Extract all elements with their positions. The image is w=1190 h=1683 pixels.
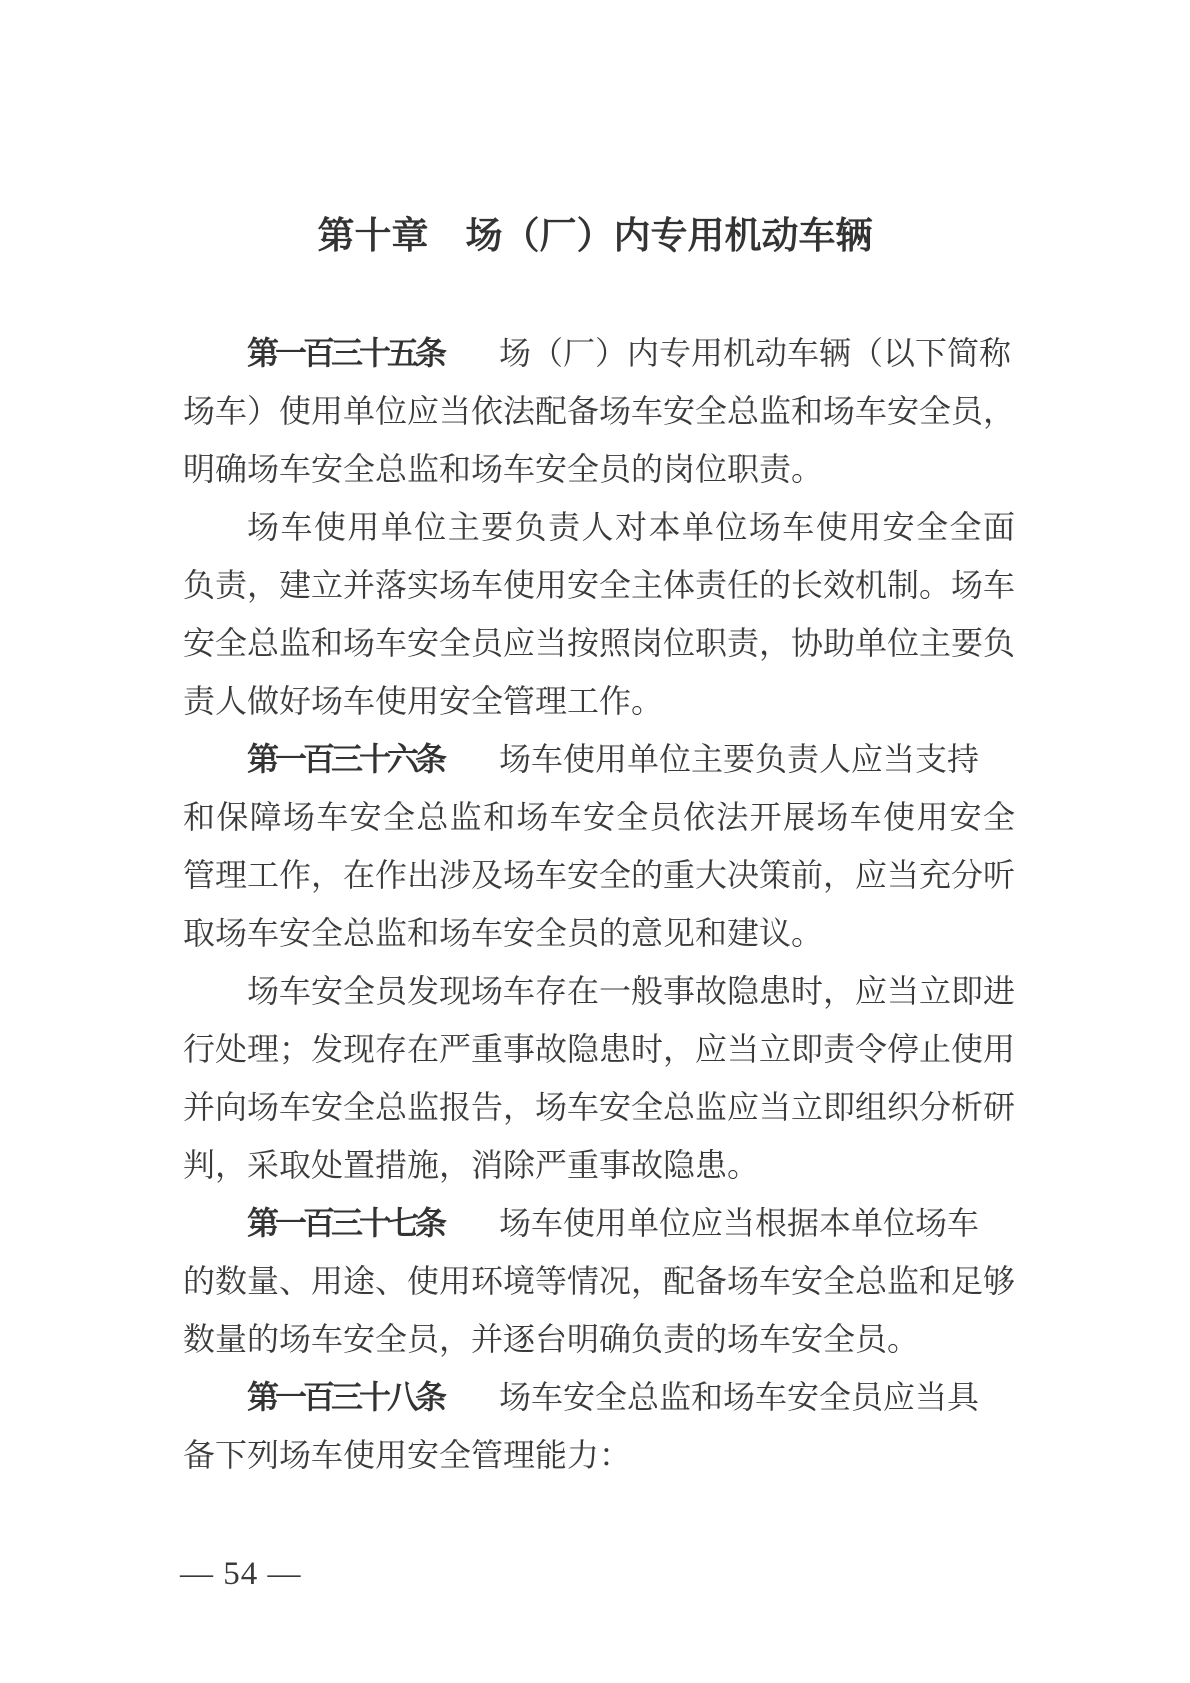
line-text: 和保障场车安全总监和场车安全员依法开展场车使用安全 [183,799,1015,835]
text-line [183,1310,1015,1368]
text-line [183,382,1015,440]
page-number: — 54 — [180,1556,302,1592]
text-line [183,1426,1015,1484]
text-line [183,440,1015,498]
chapter-title: 第十章 场（厂）内专用机动车辆 [317,215,873,256]
line-text: 取场车安全总监和场车安全员的意见和建议。 [183,915,824,951]
line-text: 场车安全员发现场车存在一般事故隐患时，应当立即进 [247,973,1016,1009]
line-text: 的数量、用途、使用环境等情况，配备场车安全总监和足够 [183,1263,1016,1299]
line-text: 责人做好场车使用安全管理工作。 [183,683,664,719]
line-text: 负责，建立并落实场车使用安全主体责任的长效机制。场车 [183,567,1016,603]
text-line [183,614,1015,672]
article-number: 第一百三十八条 [247,1379,444,1415]
article-3 [183,730,1015,962]
line-text: 场车使用单位主要负责人应当支持 [499,741,980,777]
line-text: 数量的场车安全员，并逐台明确负责的场车安全员。 [183,1321,920,1357]
line-text: 判，采取处置措施，消除严重事故隐患。 [183,1147,760,1183]
document-body [183,324,1015,1484]
text-line [183,1078,1015,1136]
line-text: 管理工作，在作出涉及场车安全的重大决策前，应当充分听 [183,857,1016,893]
line-text: 场（厂）内专用机动车辆（以下简称 [499,335,1012,371]
text-line [183,962,1015,1020]
article-6 [183,1368,1015,1484]
article-number: 第一百三十六条 [247,741,444,777]
text-line [183,498,1015,556]
article-number: 第一百三十七条 [247,1205,444,1241]
text-line [183,846,1015,904]
text-line [183,1368,1015,1426]
text-line [183,1194,1015,1252]
article-1 [183,324,1015,498]
article-5 [183,1194,1015,1368]
article-4 [183,962,1015,1194]
line-text: 备下列场车使用安全管理能力： [183,1437,632,1473]
line-text: 明确场车安全总监和场车安全员的岗位职责。 [183,451,824,487]
line-text: 行处理；发现存在严重事故隐患时，应当立即责令停止使用 [183,1031,1016,1067]
text-line [183,556,1015,614]
text-line [183,904,1015,962]
text-line [183,324,1015,382]
text-line [183,788,1015,846]
text-line [183,730,1015,788]
article-number: 第一百三十五条 [247,335,444,371]
text-line [183,672,1015,730]
text-line [183,1252,1015,1310]
line-text: 并向场车安全总监报告，场车安全总监应当立即组织分析研 [183,1089,1016,1125]
text-line [183,1136,1015,1194]
line-text: 场车）使用单位应当依法配备场车安全总监和场车安全员， [183,393,1016,429]
line-text: 场车安全总监和场车安全员应当具 [499,1379,980,1415]
article-2 [183,498,1015,730]
line-text: 安全总监和场车安全员应当按照岗位职责，协助单位主要负 [183,625,1016,661]
line-text: 场车使用单位应当根据本单位场车 [499,1205,980,1241]
text-line [183,1020,1015,1078]
line-text: 场车使用单位主要负责人对本单位场车使用安全全面 [247,509,1015,545]
